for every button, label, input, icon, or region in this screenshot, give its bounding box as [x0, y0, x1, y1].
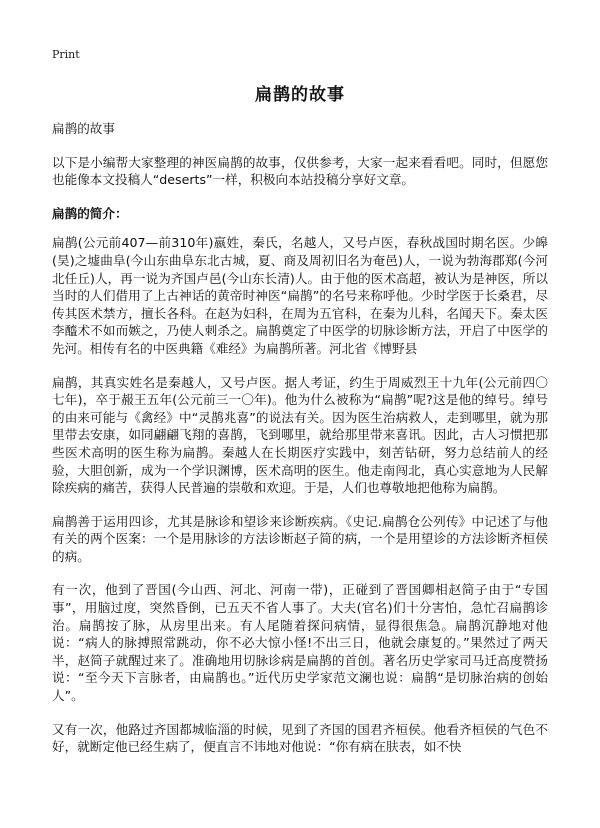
- paragraph-3: 扁鹊善于运用四诊，尤其是脉诊和望诊来诊断疾病。《史记.扁鹊仓公列传》中记述了与他有关的两个医案：一个是用脉诊的方法诊断赵子简的病，一个是用望诊的方法诊断齐桓侯的病。: [52, 513, 548, 564]
- print-link[interactable]: Print: [52, 48, 80, 61]
- paragraph-2: 扁鹊，其真实姓名是秦越人，又号卢医。据人考证，约生于周威烈王十九年(公元前四〇七年)，卒于赧王五年(公元前三一〇年)。他为什么被称为“扁鹊”呢?这是他的绰号。绰号的由来可能与《禽经》中“灵鹊兆喜”的说法有关。因为医生治病救人，走到哪里，就为那里带去安康，如同翩翩飞翔的喜鹊，飞到哪里，就给那里带来喜讯。因此，古人习惯把那些医术高明的医生称为扁鹊。秦越人在长期医疗实践中，刻苦钻研，努力总结前人的经验，大胆创新，成为一个学识渊博，医术高明的医生。他走南闯北，真心实意地为人民解除疾病的痛苦，获得人民普遍的崇敬和欢迎。于是，人们也尊敬地把他称为扁鹊。: [52, 374, 548, 496]
- paragraph-4: 有一次，他到了晋国(今山西、河北、河南一带)，正碰到了晋国卿相赵简子由于“专国事”，用脑过度，突然昏倒，已五天不省人事了。大夫(官名)们十分害怕，急忙召扁鹊诊治。扁鹊按了脉，从房里出来。有人尾随着探问病情，显得很焦急。扁鹊沉静地对他说：“病人的脉搏照常跳动，你不必大惊小怪!不出三日，他就会康复的。”果然过了两天半，赵简子就醒过来了。准确地用切脉诊病是扁鹊的首创。著名历史学家司马迁高度赞扬说：“至今天下言脉者，由扁鹊也。”近代历史学家范文澜也说：扁鹊“是切脉治病的创始人”。: [52, 582, 548, 704]
- intro-paragraph: 以下是小编帮大家整理的神医扁鹊的故事，仅供参考，大家一起来看看吧。同时，但愿您也能像本文投稿人“deserts”一样，积极向本站投稿分享好文章。: [52, 154, 548, 188]
- article-body: [52, 120, 548, 772]
- section-heading: 扁鹊的简介：: [52, 205, 128, 221]
- intro-title: 扁鹊的故事: [52, 121, 115, 136]
- paragraph-5: 又有一次，他路过齐国都城临淄的时候，见到了齐国的国君齐桓侯。他看齐桓侯的气色不好，就断定他已经生病了，便直言不讳地对他说：“你有病在肤表，如不快: [52, 721, 548, 755]
- page-title: 扁鹊的故事: [255, 85, 345, 105]
- paragraph-1: 扁鹊(公元前407—前310年)嬴姓，秦氏，名越人，又号卢医，春秋战国时期名医。少皞(昊)之墟曲阜(今山东曲阜东北古城，夏、商及周初旧名为奄邑)人，一说为勃海郡郑(今河北任丘)人，再一说为齐国卢邑(今山东长清)人。由于他的医术高超，被认为是神医，所以当时的人们借用了上古神话的黄帝时神医“扁鹊”的名号来称呼他。少时学医于长桑君，尽传其医术禁方，擅长各科。在赵为妇科，在周为五官科，在秦为儿科，名闻天下。秦太医李醯术不如而嫉之，乃使人刺杀之。扁鹊奠定了中医学的切脉诊断方法，开启了中医学的先河。相传有名的中医典籍《难经》为扁鹊所著。河北省《博野县: [52, 235, 548, 356]
